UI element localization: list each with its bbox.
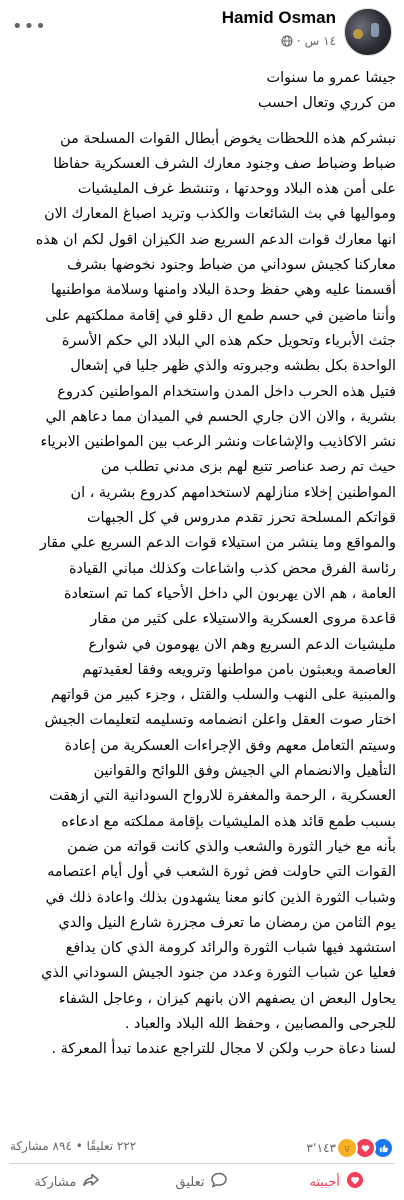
post-text-line: العاصمة ويعبثون بامن مواطنها وترويعه وفقا لعقيدتهم [82,661,396,678]
post-text-line: المواطنين إخلاء منازلهم لاستخدامهم كدروع بشرية ، ان [70,484,396,501]
post-text-line: رئاسة الفرق محض كذب واشاعات وكذلك مباني القيادة [68,560,396,577]
post-text-line: بأنه مع خيار الثورة والشعب والذي كانت قواته من ضمن [67,838,396,855]
post-text-line: معاركنا كجيش سوداني من ضباط وجنود نخوضها بشرف [67,257,396,274]
post-text-line: والمبنية على النهب والسلب والقتل ، وجزء كبير من قواتهم [50,687,396,704]
globe-icon [281,35,293,47]
post-meta [281,34,336,48]
avatar-detail [353,29,363,39]
post-text-line: قواتكم المسلحة تحرز تقدم مدروس في كل الجبهات [86,510,396,527]
stats-separator: • [75,1139,83,1153]
post-text-line: جيشا عمرو ما سنوات [266,70,396,86]
post-text-line: الواحدة بكل بطشه وجبروته والذي ظهر جليا في إشعال [70,358,396,375]
divider [10,1163,394,1164]
heart-icon [346,1171,364,1193]
comment-button-label: تعليق [175,1174,205,1190]
post-text-line: قاعدة مروى العسكرية والاستيلاء على كثير من مقار [90,611,396,628]
post-text-line: وسيتم التعامل معهم وفق الإجراءات العسكرية من إعادة [64,737,396,754]
post-text-line: أقسمنا عليه وهي حفظ وحدة البلاد وامنها وسلامة مواطنيها [50,282,396,299]
post-text-line: وشباب الثورة الذين كانو معنا يشهدون بذلك واعادة ذلك في [45,889,396,906]
share-button[interactable] [0,1166,135,1198]
author-avatar[interactable] [344,8,392,56]
post-text-line: فتيل هذه الحرب داخل المدن واستخدام المواطنين كدروع [57,383,396,400]
share-icon [82,1171,100,1193]
post-text-line: وأننا ماضين في حسم طمع ال دقلو في إقامة مملكتهم على [45,307,396,324]
post-text-line: انها معارك قوات الدعم السريع ضد الكيزان اقول لكم ان هذه [35,231,396,248]
avatar-detail [371,23,379,37]
post-text-line: من كرري وتعال احسب [258,95,396,112]
post-actions [0,1166,404,1198]
post-text-line: التأهيل والانضمام الي الجيش وفق اللوائح والقوانين [93,763,396,780]
post-text-line: ضباط وضباط صف وجنود معارك الشرف العسكرية حفاظا [53,155,396,172]
post-text-line: نبشركم هذه اللحظات يخوض أبطال القوات المسلحة من [60,130,396,147]
post-text-line: يوم الثامن من رمضان ما تعرف مجزرة شارع النيل والدي [58,914,396,931]
post-timestamp[interactable]: ١٤ س [304,34,336,48]
post-text-line: ومواليها في بث الشائعات والكذب وتريد اصباغ المعارك الان [44,206,396,223]
more-options-icon[interactable]: ••• [12,16,47,37]
post-text-line: بشرية ، والان الان جاري الحسم في الميدان مما دعاهم الي [45,408,396,425]
post-text-line: نشر الاكاذيب والإشاعات ونشر الرعب بين المواطنين الابرياء [40,434,396,451]
reaction-count: ٣٬١٤٣ [306,1141,336,1155]
post-text-line: بسبب طمع قائد هذه المليشيات بإقامة مملكته مع ادعاءه [61,813,396,830]
post-text-line: استشهد فيها شباب الثورة والرائد كرومة الذي كان يدافع [65,940,396,957]
post-text-line: حيث تم رصد عناصر تتبع لهم بزى مدني تطلب من [100,459,396,476]
post-header [0,0,404,62]
post-text-line: القوات التي حاولت فض ثورة الشعب في أول أيام اعتصامه [47,864,396,881]
post-text-line: للجرحى والمصابين ، وحفظ الله البلاد والعباد . [124,1015,396,1032]
engagement-stats [10,1139,136,1153]
post-text-line: اختار صوت العقل واعلن انضمامه وتسليمه لتعليمات الجيش [44,712,396,729]
post-body-text [8,66,396,1063]
comment-icon [210,1171,228,1193]
like-button[interactable] [269,1166,404,1198]
share-button-label: مشاركة [34,1174,77,1190]
meta-separator: · [296,34,301,48]
post-text-line: فعليا عن شباب الثورة وعدد من جنود الجيش السوداني الذي [41,965,396,982]
author-name[interactable]: Hamid Osman [221,8,336,27]
post-text-line: على أمن هذه البلاد ووحدتها ، وتنشط غرف المليشيات [77,181,396,198]
like-button-label: أحببته [309,1174,340,1190]
share-count[interactable]: ٨٩٤ مشاركة [10,1139,72,1153]
reactions-summary[interactable] [306,1137,394,1159]
reaction-summary-bar [10,1135,394,1159]
reaction-icons [340,1137,394,1159]
post-text-line: لسنا دعاة حرب ولكن لا مجال للتراجع عندما تبدأ المعركة . [51,1041,396,1058]
post-text-line: جثث الأبرياء وتحويل حكم هذه الي البلاد الي حكم الأسرة [61,332,396,349]
post-text-line: والمواقع وما ينشر من استيلاء قوات الدعم السريع علي مقار [39,535,396,552]
comment-button[interactable] [135,1166,270,1198]
post-text-line: مليشيات الدعم السريع وهم الان يهومون في شوارع [88,636,396,653]
post-text-line: العامة ، هم الان يهربون الي داخل الأحياء كما تم استعادة [63,585,396,602]
care-reaction-icon [336,1137,358,1159]
post-text-line: العسكرية ، الرحمة والمغفرة للارواح السودانية التي ازهقت [49,788,396,805]
post-text-line: يحاول البعض ان يصفهم الان بانهم كيزان ، وعاجل الشفاء [58,990,396,1007]
comment-count[interactable]: ٢٢٢ تعليقًا [86,1139,137,1153]
